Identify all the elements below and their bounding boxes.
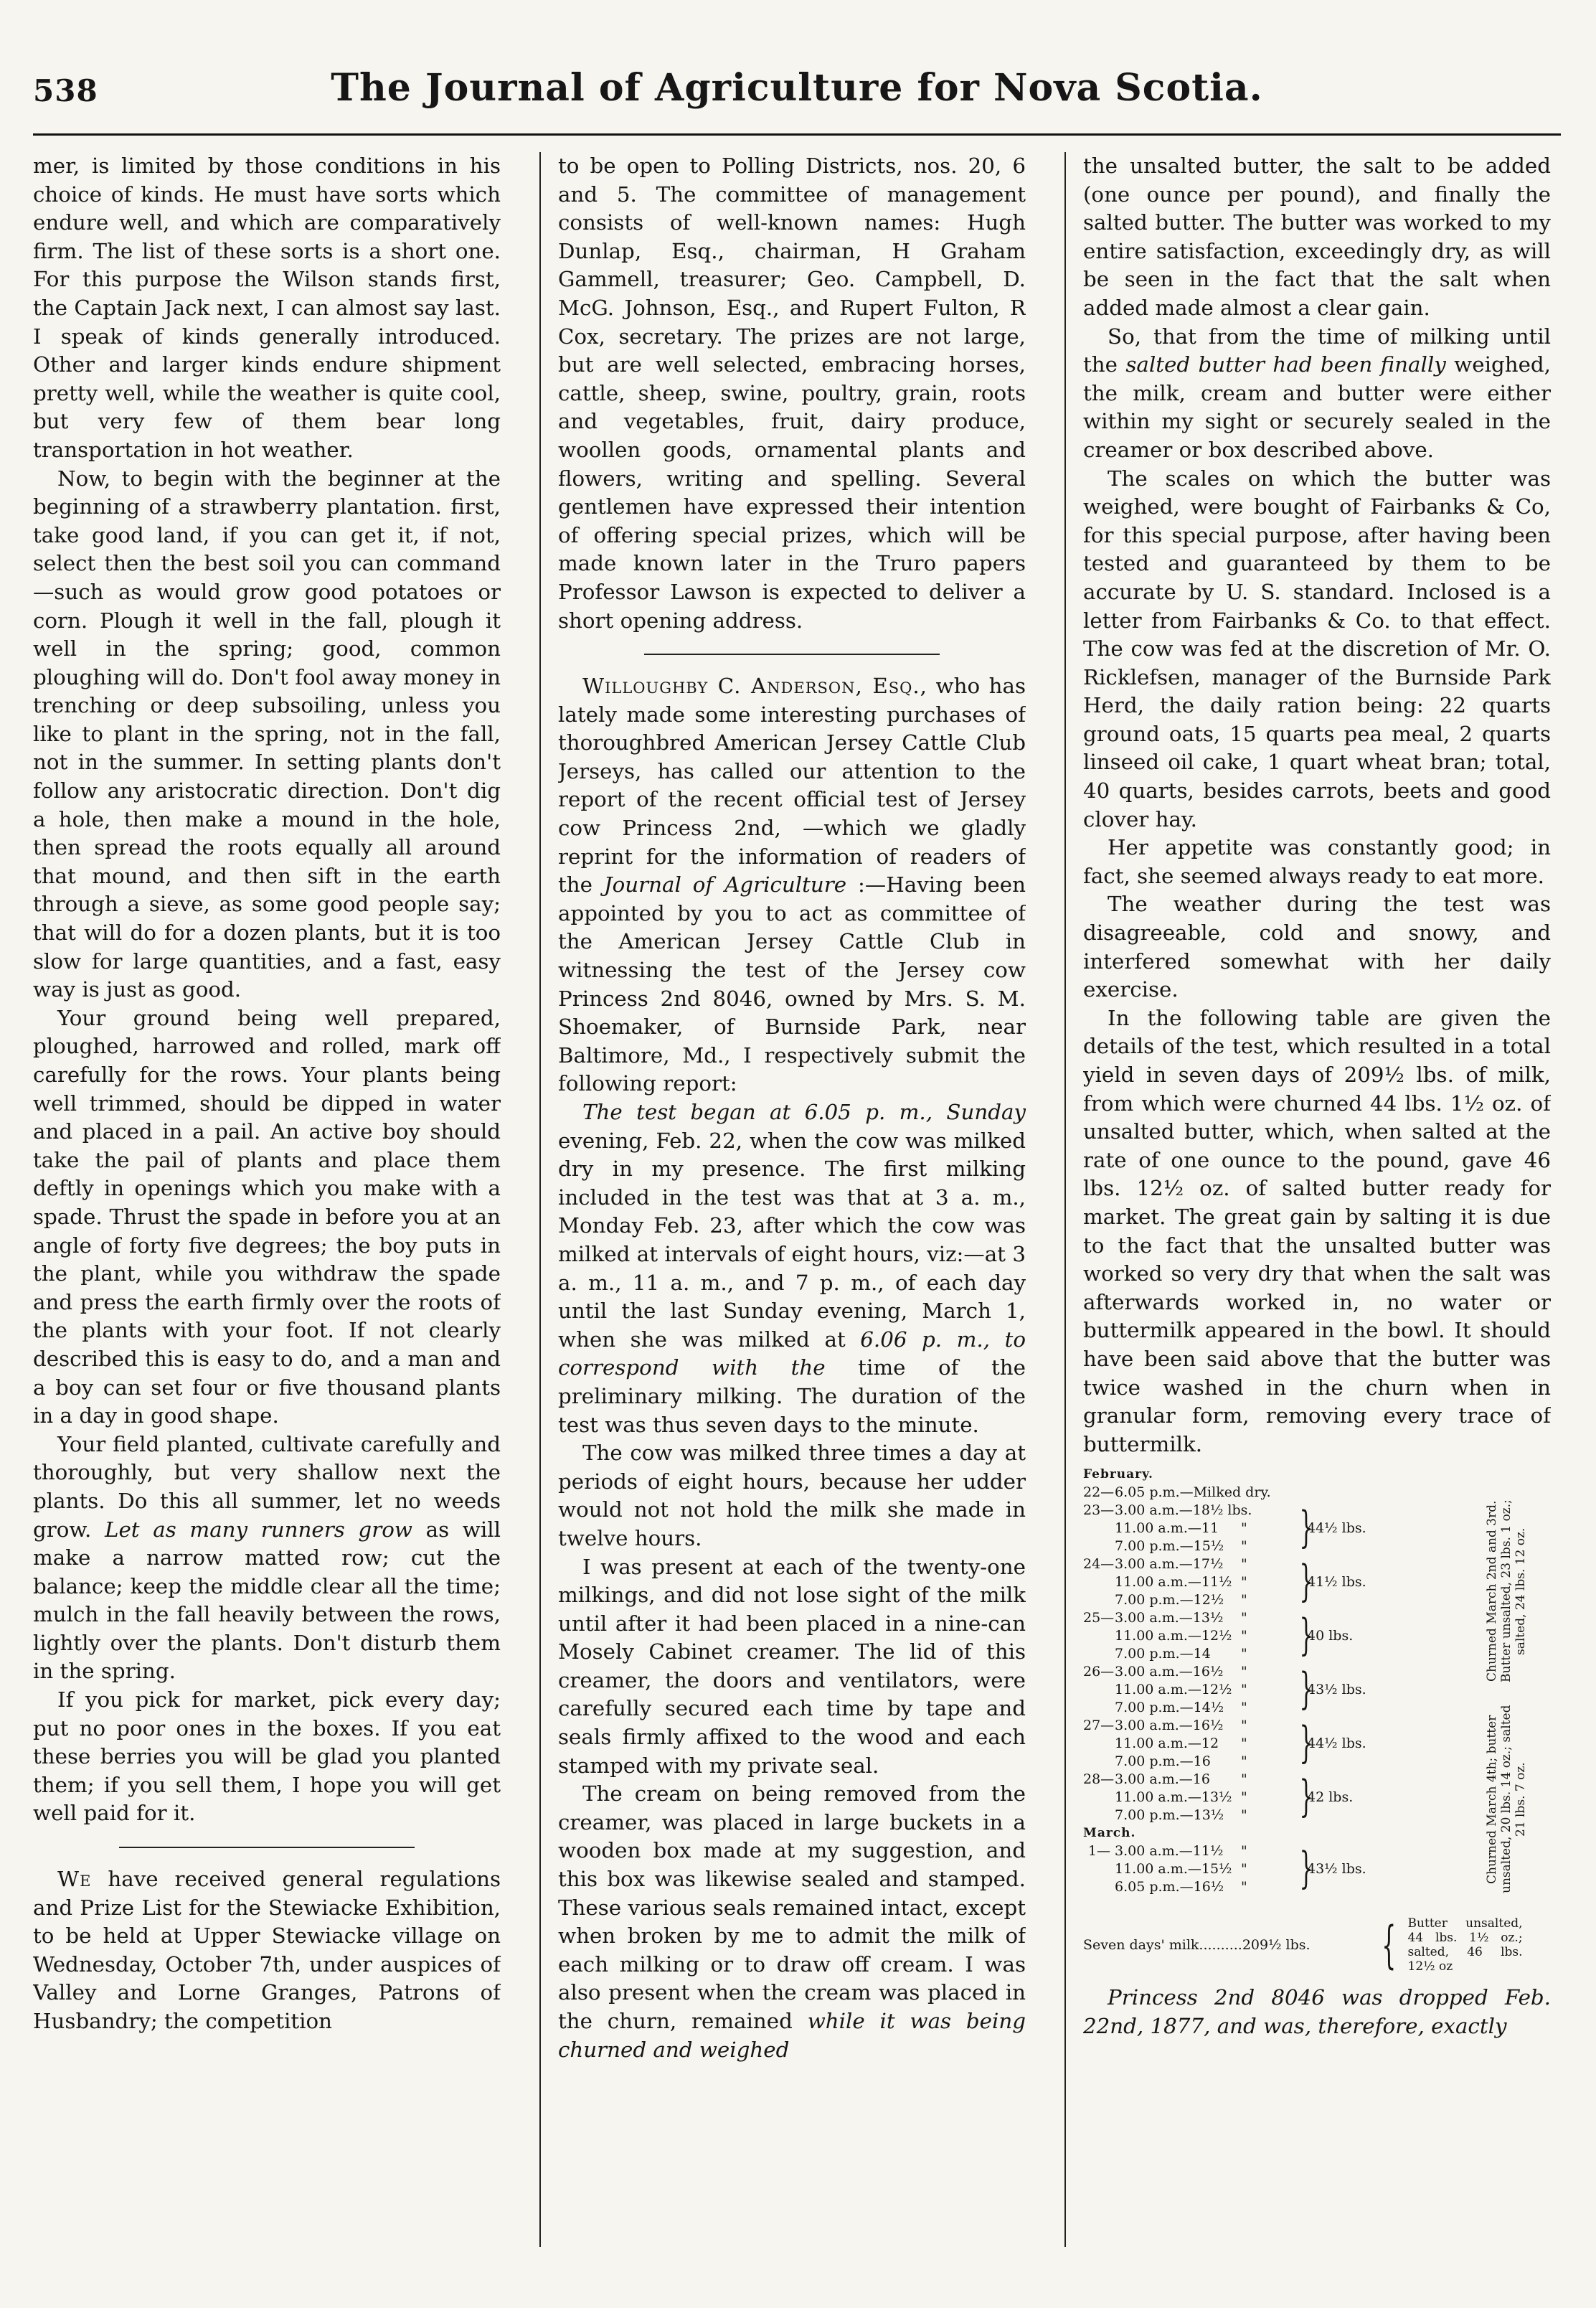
row-ditto: " <box>1241 1879 1247 1895</box>
row-ditto: " <box>1241 1753 1247 1770</box>
column-right <box>1083 152 1551 2261</box>
row-ditto: " <box>1241 1664 1247 1680</box>
paragraph: to be open to Polling Districts, nos. 20, 6 and 5. The committee of management consists of well-known names: Hugh Dunlap, Esq., chairman, H Graham Gammell, treasurer; Geo. Campbell, D. McG. Johnson, Esq., and Rupert Fulton, R Cox, secretary. The prizes are not large, but are well selected, embracing horses, cattle, sheep, swine, poultry, grain, roots and vegetables, fruit, dairy produce, woollen goods, ornamental plants and flowers, writing and spelling. Several gentlemen have expressed their intention of offering special prizes, which will be made known later in the Truro papers Professor Lawson is expected to deliver a short opening address. <box>558 154 1026 633</box>
butter-total-note: Butter unsalted, 44 lbs. 1½ oz.; salted, 46 lbs. 12½ oz <box>1407 1916 1523 1974</box>
paragraph: Her appetite was constantly good; in fact, she seemed always ready to eat more. <box>1083 835 1551 888</box>
churn-note-2: Churned March 4th; butter unsalted, 20 lbs. 14 oz.; salted 21 lbs. 7 oz. <box>1485 1705 1528 1894</box>
paragraph <box>1083 1984 1551 2040</box>
text-run: Your field planted, cultivate carefully and thoroughly, but very shallow next the plants. Do this all summer, let no weeds grow. <box>33 1431 501 1542</box>
row-milking: 7.00 p.m.—14 <box>1115 1646 1211 1662</box>
text-run: :—Having been appointed by you to act as committee of the American Jersey Cattle Club in witnessing the test of the Jersey cow Princess 2nd 8046, owned by Mrs. S. M. Shoemaker, of Burnside Park, near Baltimore, Md., I respectively submit the following report: <box>558 872 1026 1096</box>
row-date: 23— <box>1083 1502 1115 1519</box>
row-milking: 11.00 a.m.—12 <box>1115 1735 1219 1752</box>
paragraph <box>33 1431 501 1686</box>
paragraph: mer, is limited by those conditions in his choice of kinds. He must have sorts which endure well, and which are comparatively firm. The list of these sorts is a short one. For this purpose the Wilson stands first, the Captain Jack next, I can almost say last. I speak of kinds generally introduced. Other and larger kinds endure shipment pretty well, while the weather is quite cool, but very few of them bear long transportation in hot weather. <box>33 154 501 462</box>
column-divider <box>1064 152 1066 2247</box>
row-milking: 11.00 a.m.—12½ <box>1115 1682 1232 1698</box>
row-ditto: " <box>1241 1789 1247 1806</box>
table-row <box>1083 1609 1551 1627</box>
row-milking: 3.00 a.m.—17½ <box>1115 1556 1224 1573</box>
page-number: 538 <box>33 73 98 108</box>
paragraph <box>558 672 1026 1098</box>
group-total: 44½ lbs. <box>1307 1520 1366 1537</box>
table-row <box>1083 1771 1551 1789</box>
row-milking: 6.05 p.m.—16½ <box>1115 1879 1224 1895</box>
seven-days-milk: Seven days' milk..........209½ lbs. <box>1083 1936 1311 1953</box>
row-date: 28— <box>1083 1771 1115 1788</box>
table-row <box>1083 1537 1551 1555</box>
paragraph: The weather during the test was disagreeable, cold and snowy, and interfered somewhat with her daily exercise. <box>1083 892 1551 1002</box>
row-ditto: " <box>1241 1520 1247 1537</box>
paragraph: the unsalted butter, the salt to be added (one ounce per pound), and finally the salted butter. The butter was worked to my entire satisfaction, exceedingly dry, as will be seen in the fact that the salt when added made almost a clear gain. <box>1083 154 1551 320</box>
italic-run: The test began at 6.05 p. m., Sunday <box>582 1100 1026 1124</box>
text-run: So, that from the time of milking until the <box>1083 324 1551 377</box>
row-milking: 7.00 p.m.—16 <box>1115 1753 1211 1770</box>
seven-days-summary <box>1083 1916 1551 1974</box>
table-row <box>1083 1717 1551 1735</box>
column-left <box>33 152 501 2261</box>
brace-icon: } <box>1299 1556 1313 1607</box>
row-ditto: " <box>1241 1556 1247 1573</box>
paragraph: In the following table are given the details of the test, which resulted in a total yield in seven days of 209½ lbs. of milk, from which were churned 44 lbs. 1½ oz. of unsalted butter, which, when salted at the rate of one ounce to the pound, gave 46 lbs. 12½ oz. of salted butter ready for market. The great gain by salting it is due to the fact that the unsalted butter was worked so very dry that when the salt was afterwards worked in, no water or buttermilk appeared in the bowl. It should have been said above that the butter was twice washed in the churn when in granular form, removing every trace of buttermilk. <box>1083 1005 1551 1456</box>
row-date: 27— <box>1083 1718 1115 1734</box>
table-row <box>1083 1663 1551 1681</box>
paragraph <box>558 1098 1026 1439</box>
row-milking: 6.05 p.m.—Milked dry. <box>1115 1484 1271 1501</box>
table-row <box>1083 1878 1551 1896</box>
row-milking: 3.00 a.m.—16½ <box>1115 1718 1224 1734</box>
italic-run: salted butter had been finally <box>1125 352 1446 377</box>
row-ditto: " <box>1241 1718 1247 1734</box>
row-ditto: " <box>1241 1682 1247 1698</box>
row-ditto: " <box>1241 1610 1247 1626</box>
table-row <box>1083 1842 1551 1860</box>
column-middle <box>558 152 1026 2261</box>
article-separator <box>644 654 940 655</box>
paragraph: The scales on which the butter was weighed, were bought of Fairbanks & Co, for this special purpose, after having been tested and guaranteed by them to be accurate by U. S. standard. Inclosed is a letter from Fairbanks & Co. to that effect. The cow was fed at the discretion of Mr. O. Ricklefsen, manager of the Burnside Park Herd, the daily ration being: 22 quarts ground oats, 15 quarts pea meal, 2 quarts linseed oil cake, 1 quart wheat bran; total, 40 quarts, besides carrots, beets and good clover hay. <box>1083 466 1551 832</box>
row-ditto: " <box>1241 1574 1247 1591</box>
row-date: 26— <box>1083 1664 1115 1680</box>
brace-icon: } <box>1299 1664 1313 1715</box>
table-month-march: March. <box>1083 1826 1136 1841</box>
table-row <box>1083 1555 1551 1573</box>
churn-note-1: Churned March 2nd and 3rd. Butter unsalted, 23 lbs. 1 oz.; salted, 24 lbs. 12 oz. <box>1485 1499 1528 1683</box>
italic-run: Let as many runners grow <box>105 1517 412 1542</box>
text-run: time of the preliminary milking. The duration of the test was thus seven days to the minute. <box>558 1355 1026 1437</box>
table-row <box>1083 1807 1551 1824</box>
row-milking: 11.00 a.m.—11 <box>1115 1520 1219 1537</box>
group-total: 43½ lbs. <box>1307 1861 1366 1878</box>
lead-name: Willoughby C. Anderson, Esq. <box>582 674 920 699</box>
italic-run: while it was being churned and weighed <box>558 2009 1026 2062</box>
row-milking: 11.00 a.m.—15½ <box>1115 1861 1232 1878</box>
row-milking: 3.00 a.m.—16 <box>1115 1771 1210 1788</box>
italic-run: 6.06 p. m., to correspond with the <box>558 1327 1026 1380</box>
brace-icon: } <box>1299 1610 1313 1661</box>
italic-run: Journal of Agriculture <box>603 872 847 898</box>
row-milking: 11.00 a.m.—13½ <box>1115 1789 1232 1806</box>
table-row <box>1083 1645 1551 1663</box>
group-total: 43½ lbs. <box>1307 1682 1366 1698</box>
row-ditto: " <box>1241 1646 1247 1662</box>
journal-title: The Journal of Agriculture for Nova Scotia. <box>331 66 1263 110</box>
paragraph: If you pick for market, pick every day; put no poor ones in the boxes. If you eat these berries you will be glad you planted them; if you sell them, I hope you will get well paid for it. <box>33 1687 501 1826</box>
row-ditto: " <box>1241 1538 1247 1555</box>
group-total: 41½ lbs. <box>1307 1574 1366 1591</box>
row-milking: 7.00 p.m.—13½ <box>1115 1807 1224 1824</box>
table-row <box>1083 1753 1551 1771</box>
row-date: 1— <box>1087 1843 1110 1860</box>
row-milking: 7.00 p.m.—12½ <box>1115 1592 1224 1608</box>
text-run: The cream on being removed from the creamer, was placed in large buckets in a wooden box made at my suggestion, and this box was likewise sealed and stamped. These various seals remained intact, except when broken by me to admit the milk of each milking or to draw off cream. I was also present when the cream was placed in the churn, remained <box>558 1781 1026 2033</box>
text-run: have received general regulations and Prize List for the Stewiacke Exhibition, to be held at Upper Stewiacke village on Wednesday, October 7th, under auspices of Valley and Lorne Granges, Patrons of Husbandry; the competition <box>33 1867 501 2033</box>
row-ditto: " <box>1241 1807 1247 1824</box>
row-ditto: " <box>1241 1628 1247 1644</box>
row-date: 22— <box>1083 1484 1115 1501</box>
paragraph <box>33 1865 501 2036</box>
paragraph <box>558 1780 1026 2064</box>
text-run: evening, Feb. 22, when the cow was milked dry in my presence. The first milking included in the test was that at 3 a. m., Monday Feb. 23, after which the cow was milked at intervals of eight hours, viz:—at 3 a. m., 11 a. m., and 7 p. m., of each day until the last Sunday evening, March 1, when she was milked at <box>558 1128 1026 1352</box>
row-ditto: " <box>1241 1700 1247 1716</box>
text-run: , who has lately made some interesting purchases of thoroughbred American Jersey Cattle Club Jerseys, has called our attention to the report of the recent official test of Jersey cow Princess 2nd, —which we gladly reprint for the information of readers of the <box>558 674 1026 898</box>
brace-icon: } <box>1299 1843 1313 1894</box>
row-milking: 3.00 a.m.—11½ <box>1115 1843 1224 1860</box>
row-ditto: " <box>1241 1861 1247 1878</box>
group-total: 42 lbs. <box>1307 1789 1354 1806</box>
table-month-february: February. <box>1083 1467 1153 1482</box>
header-rule <box>33 133 1561 136</box>
row-ditto: " <box>1241 1735 1247 1752</box>
row-milking: 3.00 a.m.—13½ <box>1115 1610 1224 1626</box>
brace-icon: } <box>1299 1771 1313 1822</box>
paragraph: I was present at each of the twenty-one milkings, and did not lose sight of the milk until after it had been placed in a nine-can Mosely Cabinet creamer. The lid of this creamer, the doors and ventilators, were carefully secured each time by tape and seals firmly affixed to the wood and each stamped with my private seal. <box>558 1554 1026 1778</box>
brace-icon: } <box>1299 1502 1313 1553</box>
row-milking: 3.00 a.m.—18½ lbs. <box>1115 1502 1252 1519</box>
row-milking: 7.00 p.m.—14½ <box>1115 1700 1224 1716</box>
table-row <box>1083 1591 1551 1609</box>
row-date: 24— <box>1083 1556 1115 1573</box>
text-run: weighed, the milk, cream and butter were either within my sight or securely sealed in the creamer or box described above. <box>1083 352 1551 462</box>
brace-icon: { <box>1382 1915 1397 1974</box>
paragraph: Your ground being well prepared, ploughed, harrowed and rolled, mark off carefully for the rows. Your plants being well trimmed, should be dipped in water and placed in a pail. An active boy should take the pail of plants and place them deftly in openings which you make with a spade. Thrust the spade in before you at an angle of forty five degrees; the boy puts in the plant, while you withdraw the spade and press the earth firmly over the roots of the plants with your foot. If not clearly described this is easy to do, and a man and a boy can set four or five thousand plants in a day in good shape. <box>33 1005 501 1428</box>
paragraph: Now, to begin with the beginner at the beginning of a strawberry plantation. first, take good land, if you can get it, if not, select then the best soil you can command—such as would grow good potatoes or corn. Plough it well in the fall, plough it well in the spring; good, common ploughing will do. Don't fool away money in trenching or deep subsoiling, unless you like to plant in the spring, not in the fall, not in the summer. In setting plants don't follow any aristocratic direction. Don't dig a hole, then make a mound in the hole, then spread the roots equally all around that mound, and then sift in the earth through a sieve, as some good people say; that will do for a dozen plants, but it is too slow for large quantities, and a fast, easy way is just as good. <box>33 466 501 1002</box>
row-milking: 7.00 p.m.—15½ <box>1115 1538 1224 1555</box>
paragraph: The cow was milked three times a day at periods of eight hours, because her udder would not not hold the milk she made in twelve hours. <box>558 1441 1026 1550</box>
brace-icon: } <box>1299 1718 1313 1768</box>
lead-word: We <box>57 1867 92 1892</box>
row-ditto: " <box>1241 1843 1247 1860</box>
row-date: 25— <box>1083 1610 1115 1626</box>
table-row <box>1083 1699 1551 1717</box>
row-ditto: " <box>1241 1592 1247 1608</box>
table-row <box>1083 1502 1551 1520</box>
table-row <box>1083 1484 1551 1502</box>
text-run: as will make a narrow matted row; cut the balance; keep the middle clear all the time; mulch in the fall heavily between the rows, lightly over the plants. Don't disturb them in the spring. <box>33 1517 501 1684</box>
group-total: 44½ lbs. <box>1307 1735 1366 1752</box>
row-milking: 3.00 a.m.—16½ <box>1115 1664 1224 1680</box>
article-separator <box>119 1847 415 1848</box>
group-total: 40 lbs. <box>1307 1628 1354 1644</box>
paragraph <box>1083 323 1551 465</box>
row-milking: 11.00 a.m.—11½ <box>1115 1574 1232 1591</box>
row-ditto: " <box>1241 1771 1247 1788</box>
italic-run: Princess 2nd 8046 was dropped Feb. 22nd, 1877, and was, therefore, exactly <box>1083 1985 1551 2038</box>
row-milking: 11.00 a.m.—12½ <box>1115 1628 1232 1644</box>
milk-yield-table <box>1083 1466 1551 1974</box>
column-divider <box>539 152 541 2247</box>
page-header <box>33 66 1561 123</box>
